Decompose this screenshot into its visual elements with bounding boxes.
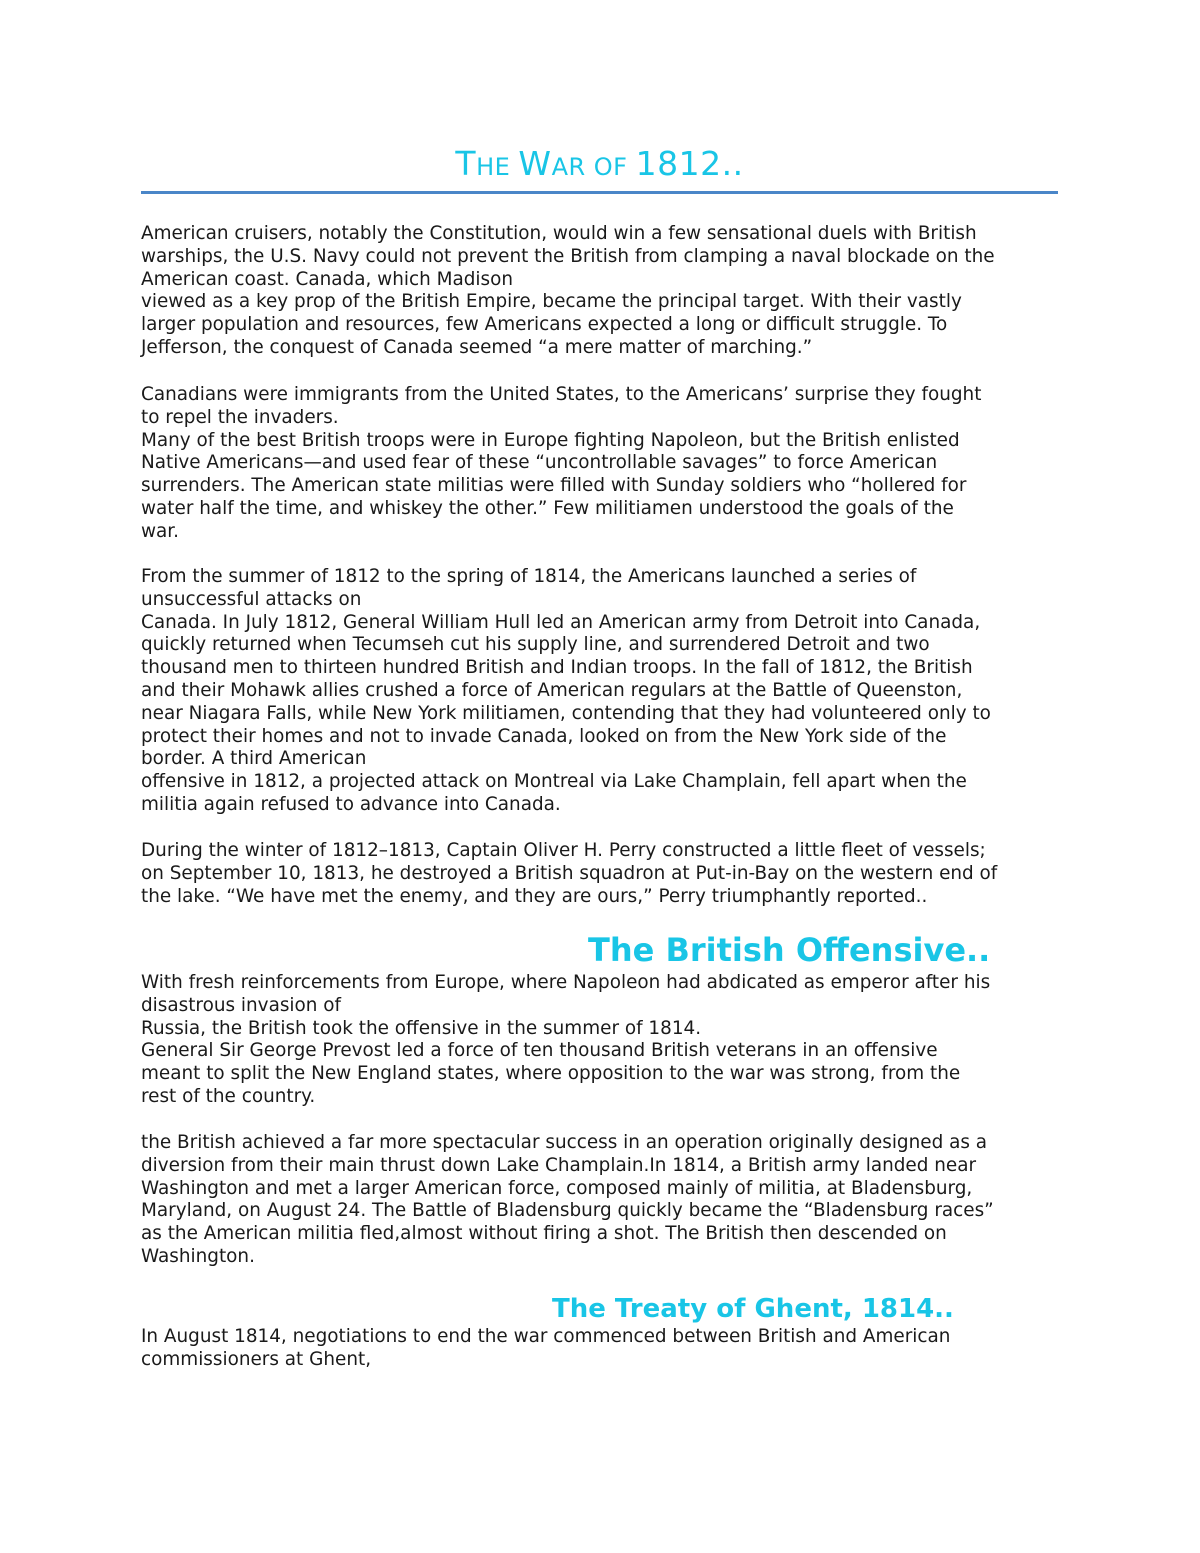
title-letter-w: W — [518, 144, 552, 183]
title-part-ar-of: AR OF — [551, 153, 636, 181]
paragraph-american-cruisers: American cruisers, notably the Constitution, would win a few sensational duels with British warships, the U.S. Navy could not prevent the British from clamping a naval blockade on the American coast. Canada, which Madison viewed as a key prop of the British Empire, became the principal target. With their vastly larger population and resources, few Americans expected a long or difficult struggle. To Jefferson, the conquest of Canada seemed “a mere matter of marching.” — [141, 223, 995, 358]
heading-treaty-of-ghent: The Treaty of Ghent, 1814.. — [552, 1294, 954, 1324]
paragraph-fresh-reinforcements: With fresh reinforcements from Europe, where Napoleon had abdicated as emperor after his disastrous invasion of Russia, the British took the offensive in the summer of 1814. General Sir George Prevost led a force of ten thousand British veterans in an offensive meant to split the New England states, where opposition to the war was strong, from the rest of the country. — [141, 972, 991, 1107]
title-underline-rule — [141, 191, 1058, 194]
paragraph-winter-1812-1813: During the winter of 1812–1813, Captain Oliver H. Perry constructed a little fleet of vessels; on September 10, 1813, he destroyed a British squadron at Put-in-Bay on the western end of the lake. “We have met the enemy, and they are ours,” Perry triumphantly reported.. — [141, 840, 998, 907]
paragraph-negotiations: In August 1814, negotiations to end the war commenced between British and American commissioners at Ghent, — [141, 1326, 951, 1370]
title-year: 1812.. — [635, 144, 744, 183]
title-letter-t: T — [455, 144, 477, 183]
paragraph-summer-1812: From the summer of 1812 to the spring of 1814, the Americans launched a series of unsuccessful attacks on Canada. In July 1812, General William Hull led an American army from Detroit into Canada, quickly returned when Tecumseh cut his supply line, and surrendered Detroit and two thousand men to thirteen hundred British and Indian troops. In the fall of 1812, the British and their Mohawk allies crushed a force of American regulars at the Battle of Queenston, near Niagara Falls, while New York militiamen, contending that they had volunteered only to protect their homes and not to invade Canada, looked on from the New York side of the border. A third American offensive in 1812, a projected attack on Montreal via Lake Champlain, fell apart when the militia again refused to advance into Canada. — [141, 566, 991, 815]
heading-british-offensive: The British Offensive.. — [588, 931, 991, 969]
paragraph-canadians: Canadians were immigrants from the United States, to the Americans’ surprise they fought to repel the invaders. Many of the best British troops were in Europe fighting Napoleon, but the British enlisted Native Americans—and used fear of these “uncontrollable savages” to force American surrenders. The American state militias were filled with Sunday soldiers who “hollered for water half the time, and whiskey the other.” Few militiamen understood the goals of the war. — [141, 384, 982, 542]
paragraph-bladensburg: the British achieved a far more spectacular success in an operation originally designed as a diversion from their main thrust down Lake Champlain.In 1814, a British army landed near Washington and met a larger American force, composed mainly of militia, at Bladensburg, Maryland, on August 24. The Battle of Bladensburg quickly became the “Bladensburg races” as the American militia fled,almost without firing a shot. The British then descended on Washington. — [141, 1132, 994, 1267]
document-title — [141, 142, 1058, 189]
title-part-he: HE — [476, 153, 519, 181]
